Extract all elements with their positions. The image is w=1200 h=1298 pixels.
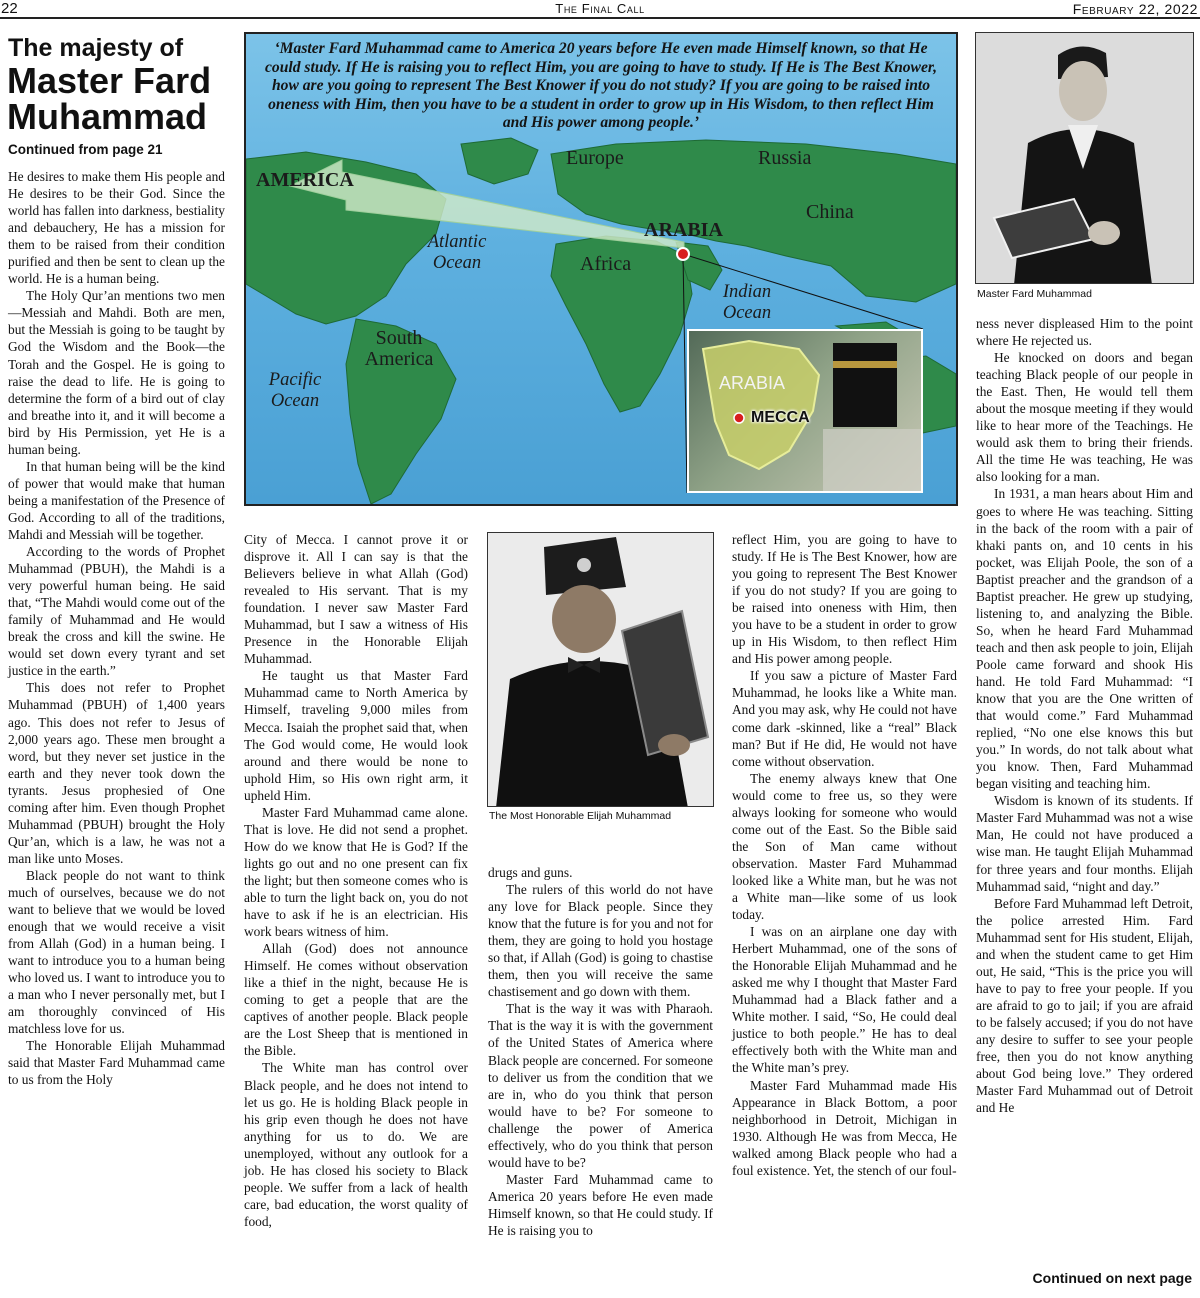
paragraph: The Honorable Elijah Muhammad said that Master Fard Muhammad came to us from the Holy: [8, 1038, 225, 1088]
label-arabia: ARABIA: [644, 219, 723, 241]
inset-label-mecca: MECCA: [751, 409, 810, 426]
paragraph: Master Fard Muhammad came alone. That is love. He did not send a prophet. How do we know that He is God? If the lights go out and no one present can fix the light; but then someone comes who is able to turn the light back on, you do not have to ask if he is an electrician. His work bears witness of him.: [244, 804, 468, 940]
elijah-photo-caption: The Most Honorable Elijah Muhammad: [489, 810, 672, 822]
paragraph: Allah (God) does not announce Himself. He comes without observation like a thief in the night, because He is coming to get a people that are the captives of another people. Black people are the Lost Sheep that is mentioned in the Bible.: [244, 941, 468, 1059]
continued-from: Continued from page 21: [8, 142, 163, 157]
article-column-1: [8, 168, 225, 1089]
paragraph: Master Fard Muhammad came to America 20 years before He even made Himself known, so that He could study. If He is raising you to: [488, 1171, 713, 1238]
paragraph: The White man has control over Black people, and he does not intend to let us go. He is holding Black people in his grip even though he does not have anything for us to do. We are unemployed, without any outlook for a job. He has closed his society to Black people. We suffer from a lack of health care, bad education, the worst quality of food,: [244, 1060, 468, 1229]
label-south-america: South America: [364, 327, 434, 370]
paragraph: He taught us that Master Fard Muhammad came to North America by Himself, traveling 9,000 miles from Mecca. Isaiah the prophet said that, when The God would come, He would look around and there would be none to uphold Him, so His own right arm, it upheld Him.: [244, 668, 468, 803]
paragraph: If you saw a picture of Master Fard Muhammad, he looks like a White man. And you may ask, why He could not have come dark -skinned, like a “real” Black man? But if He did, He would not have come without observation.: [732, 668, 957, 769]
article-column-5: [976, 315, 1193, 1116]
fard-hand: [1088, 221, 1120, 245]
arabia-peninsula-shape: [703, 341, 819, 469]
map-pull-quote: ‘Master Fard Muhammad came to America 20 years before He even made Himself known, so that He could study. If He is raising you to reflect Him, you are going to have to study. If He is The Best Knower, how are you going to represent The Best Knower if you do not study? If you are going to be raised into oneness with Him, then you have to be a student in order to grow up in His Wisdom, to then reflect Him and His power among people.’: [265, 40, 937, 131]
label-atlantic: Atlantic Ocean: [427, 232, 487, 273]
issue-date: February 22, 2022: [1072, 1, 1198, 17]
paragraph: That is the way it was with Pharaoh. That is the way it is with the government of the United States of America where Black people are concerned. For someone to deliver us from the condition that we are in, who do you think that person would have to be? For someone to challenge the power of America effectively, who do you think that person would have to be?: [488, 1001, 713, 1170]
paragraph: Before Fard Muhammad left Detroit, the police arrested Him. Fard Muhammad sent for His student, Elijah, and when the student came to get Him out, He said, “This is the price you will have to pay to free your people. If you are afraid to go to jail; if you are afraid to be falsely accused; if you do not have any desire to suffer to see your people free, then you do not know anything about God being love.” They ordered Master Fard Muhammad out of Detroit and He: [976, 895, 1193, 1116]
elijah-fez-crescent: [577, 558, 591, 572]
masthead: The Final Call: [555, 1, 645, 16]
paragraph: Black people do not want to think much of ourselves, because we do not want to believe that we would be loved enough that we would receive a visit from Allah (God) in a human being. I want to introduce you to a human being who loved us. I want to introduce you to a man who I never personally met, but I am thoroughly convinced of His matchless love for us.: [8, 867, 225, 1037]
paragraph: According to the words of Prophet Muhammad (PBUH), the Mahdi is a very powerful human being. He said that, “The Mahdi would come out of the family of Muhammad and He would break the cross and kill the swine. He would set down every tyrant and set justice in the earth.”: [8, 544, 225, 679]
crowd-area: [823, 429, 921, 491]
continued-next: Continued on next page: [1032, 1270, 1192, 1286]
elijah-face: [552, 585, 616, 653]
headline-kicker: The majesty of: [8, 34, 184, 62]
fard-portrait-illustration: [976, 33, 1194, 284]
elijah-muhammad-photo: [487, 532, 714, 807]
label-pacific: Pacific Ocean: [268, 370, 322, 411]
kaaba-band: [833, 361, 897, 368]
label-russia: Russia: [758, 147, 812, 169]
paragraph: ness never displeased Him to the point where He rejected us.: [976, 316, 1193, 349]
label-indian: Indian Ocean: [722, 282, 772, 323]
headline: Master Fard Muhammad: [7, 60, 212, 137]
label-america: AMERICA: [256, 169, 354, 191]
paragraph: In that human being will be the kind of power that would make that human being a manifestation of the Presence of God. According to all of the traditions, Mahdi and Messiah will be together.: [8, 458, 225, 542]
paragraph: I was on an airplane one day with Herbert Muhammad, one of the sons of the Honorable Elijah Muhammad and he asked me why I thought that Master Fard Muhammad had a Black father and a White mother. I said, “So, He could deal justice to both people.” He has to deal effectively both with the White man and the White man’s prey.: [732, 924, 957, 1076]
article-column-3: [488, 864, 713, 1239]
elijah-hand: [658, 734, 690, 756]
world-map-graphic: [244, 32, 958, 506]
paragraph: The rulers of this world do not have any love for Black people. Since they know that the future is for you and not for them, they are going to hold you hostage so that, if Allah (God) is going to chastise them, then you will receive the same chastisement and go down with them.: [488, 882, 713, 1000]
paragraph: drugs and guns.: [488, 865, 573, 880]
paragraph: This does not refer to Prophet Muhammad (PBUH) of 1,400 years ago. This does not refer to Jesus of 2,000 years ago. These men brought a word, but they never set justice in the earth and they never took down the tyrants. Jesus prophesied of One coming after him. Even though Prophet Muhammad (PBUH) brought the Holy Qur’an, which is a law, he was not a man like unto Moses.: [8, 680, 225, 866]
page-number: 22: [1, 0, 18, 17]
paragraph: He knocked on doors and began teaching Black people of our people in the East. Then, He would tell them about the mosque meeting if they would like to hear more of the Teachings. He would ask them to bring their friends. All the time He was teaching, He was also looking for a man.: [976, 350, 1193, 485]
fard-face: [1059, 61, 1107, 121]
arabia-marker: [677, 248, 689, 260]
paragraph: The enemy always knew that One would come to free us, so they were always looking for someone who would come out of the East. So the Bible said the Son of Man came without observation. Master Fard Muhammad looked like a White man, but he was not a White man—like some of us look today.: [732, 770, 957, 923]
paragraph: Wisdom is known of its students. If Master Fard Muhammad was not a wise Man, He could not have produced a wise man. He taught Elijah Muhammad for three years and four months. Elijah Muhammad said, “night and day.”: [976, 793, 1193, 894]
paragraph: Master Fard Muhammad made His Appearance in Black Bottom, a poor neighborhood in Detroit, Michigan in 1930. Although He was from Mecca, He walked among Black people who had a foul existence. Yet, the stench of our foul-: [732, 1077, 957, 1178]
paragraph: The Holy Qur’an mentions two men—Messiah and Mahdi. Both are men, but the Messiah is going to be taught by God the Wisdom and the Book—the Torah and the Gospel. He is going to raise the dead to life. He is going to determine the form of a bird out of clay and breathe into it, and it will become a bird by His Permission, yet He is a human being.: [8, 288, 225, 457]
fard-photo-caption: Master Fard Muhammad: [977, 288, 1092, 300]
page-header: [0, 0, 1200, 19]
paragraph: City of Mecca. I cannot prove it or disprove it. All I can say is that the Believers believe in what Allah (God) revealed to His servant. That is my foundation. I never saw Master Fard Muhammad, but I saw a witness of His Presence in the Honorable Elijah Muhammad.: [244, 532, 468, 667]
label-africa: Africa: [580, 253, 632, 275]
paragraph: reflect Him, you are going to have to study. If He is The Best Knower, how are you going to represent The Best Knower if you do not study? If you are going to be raised into oneness with Him, then you have to be a student in order to grow up in His Wisdom, to then reflect Him and His power among people.: [732, 532, 957, 667]
paragraph: He desires to make them His people and He desires to be their God. Since the world has fallen into darkness, bestiality and debauchery, He has a mission for them to be raised from their condition purified and then be sent to clean up the world. He is a human being.: [8, 169, 225, 287]
elijah-portrait-illustration: [488, 533, 714, 807]
label-china: China: [806, 201, 854, 223]
inset-label-arabia: ARABIA: [719, 373, 786, 393]
fard-muhammad-photo: [975, 32, 1194, 284]
mecca-inset: [687, 329, 923, 493]
kaaba-shape: [833, 343, 897, 427]
article-column-4: [732, 531, 957, 1179]
article-column-2: [244, 531, 468, 1230]
label-europe: Europe: [566, 147, 624, 169]
greenland-shape: [461, 138, 538, 184]
paragraph: In 1931, a man hears about Him and goes to where He was teaching. Sitting in the back of the room with a pair of khaki pants on, and 10 cents in his pocket, was Elijah Poole, the son of a Baptist preacher and the grandson of a Baptist preacher. He grew up studying, listening to, and analyzing the Bible. So, when he heard Fard Muhammad teach and then ask people to join, Elijah Poole came forward and shook His hand. He told Fard Muhammad: “I know that you are the One written of that would come.” Fard Muhammad replied, “No one else knows this but you.” In words, do not talk about what you know. Then, Fard Muhammad began visiting and teaching him.: [976, 486, 1193, 792]
mecca-marker: [734, 413, 744, 423]
